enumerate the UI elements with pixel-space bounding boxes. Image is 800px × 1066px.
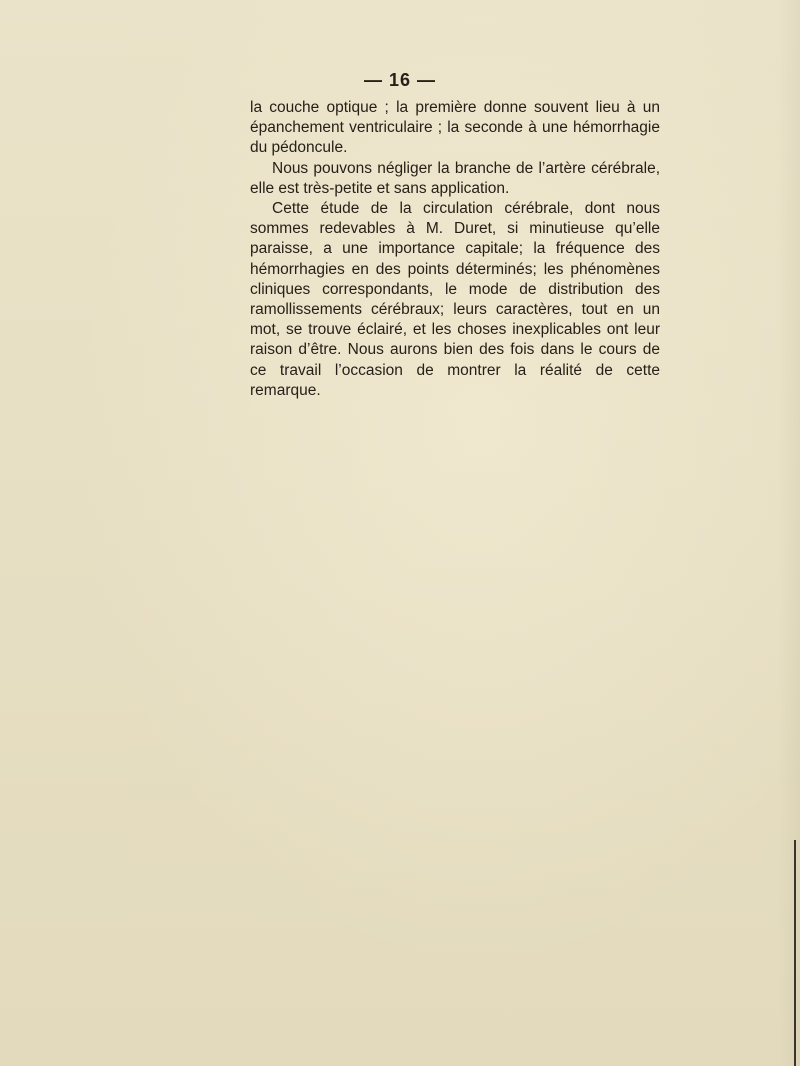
paragraph: Nous pouvons négliger la branche de l’artère cérébrale, elle est très-petite et sans application. (250, 159, 660, 197)
paragraph: Cette étude de la circulation cérébrale, dont nous sommes redevables à M. Duret, si minutieuse qu’elle paraisse, a une importance capitale; la fréquence des hémorrhagies en des points déterminés; les phénomènes cliniques correspondants, le mode de distribution des ramollissements cérébraux; leurs caractères, tout en un mot, se trouve éclairé, et les choses inexplicables ont leur raison d’être. Nous aurons bien des fois dans le cours de ce travail l’occasion de montrer la réalité de cette remarque. (250, 200, 660, 399)
body-text (250, 98, 660, 401)
page-number: — 16 — (363, 70, 437, 90)
page-edge-shadow (778, 0, 800, 1066)
paragraph-continuation: la couche optique ; la première donne souvent lieu à un épanchement ventriculaire ; la seconde à une hémorrhagie du pédoncule. (250, 99, 660, 157)
page-edge-line (794, 840, 796, 1066)
